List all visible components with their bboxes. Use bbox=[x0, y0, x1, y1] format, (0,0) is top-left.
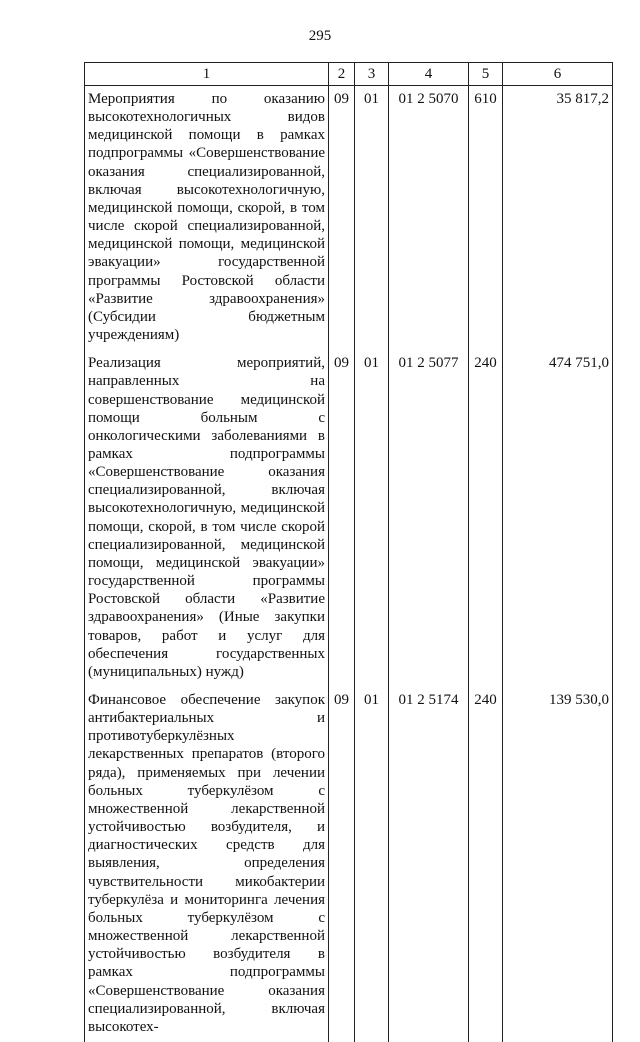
row-section: 09 bbox=[329, 350, 355, 687]
table-row bbox=[85, 350, 613, 687]
column-header-6: 6 bbox=[503, 63, 613, 86]
column-header-3: 3 bbox=[355, 63, 389, 86]
row-amount: 474 751,0 bbox=[503, 350, 613, 687]
table-row bbox=[85, 86, 613, 351]
row-description: Финансовое обеспечение закупок антибактериальных и противотуберкулёзных лекарственных препаратов (второго ряда), применяемых при лечении больных туберкулёзом с множественной лекарственной устойчивостью возбудителя, и диагностических средств для выявления, определения чувствительности микобактерии туберкулёза и мониторинга лечения больных туберкулёзом с множественной лекарственной устойчивостью возбудителя в рамках подпрограммы «Совершенствование оказания специализированной, включая высокотех- bbox=[85, 687, 329, 1042]
row-subsection: 01 bbox=[355, 86, 389, 351]
row-target-article: 01 2 5070 bbox=[389, 86, 469, 351]
column-header-1: 1 bbox=[85, 63, 329, 86]
column-number-row bbox=[85, 63, 613, 86]
row-target-article: 01 2 5077 bbox=[389, 350, 469, 687]
row-expense-type: 240 bbox=[469, 350, 503, 687]
row-section: 09 bbox=[329, 86, 355, 351]
column-header-2: 2 bbox=[329, 63, 355, 86]
row-subsection: 01 bbox=[355, 687, 389, 1042]
row-description: Реализация мероприятий, направленных на совершенствование медицинской помощи больным с онкологическими заболеваниями в рамках подпрограммы «Совершенствование оказания специализированной, включая высокотехнологичную, медицинской помощи, скорой, в том числе скорой специализированной, медицинской помощи, медицинской эвакуации» государственной программы Ростовской области «Развитие здравоохранения» (Иные закупки товаров, работ и услуг для обеспечения государственных (муниципальных) нужд) bbox=[85, 350, 329, 687]
budget-table bbox=[84, 62, 613, 1042]
row-target-article: 01 2 5174 bbox=[389, 687, 469, 1042]
row-expense-type: 240 bbox=[469, 687, 503, 1042]
column-header-5: 5 bbox=[469, 63, 503, 86]
row-expense-type: 610 bbox=[469, 86, 503, 351]
row-amount: 35 817,2 bbox=[503, 86, 613, 351]
table-row bbox=[85, 687, 613, 1042]
column-header-4: 4 bbox=[389, 63, 469, 86]
row-amount: 139 530,0 bbox=[503, 687, 613, 1042]
row-subsection: 01 bbox=[355, 350, 389, 687]
page-number: 295 bbox=[308, 28, 332, 44]
row-section: 09 bbox=[329, 687, 355, 1042]
row-description: Мероприятия по оказанию высокотехнологичных видов медицинской помощи в рамках подпрограммы «Совершенствование оказания специализированной, включая высокотехнологичную, медицинской помощи, скорой, в том числе скорой специализированной, медицинской помощи, медицинской эвакуации» государственной программы Ростовской области «Развитие здравоохранения» (Субсидии бюджетным учреждениям) bbox=[85, 86, 329, 351]
